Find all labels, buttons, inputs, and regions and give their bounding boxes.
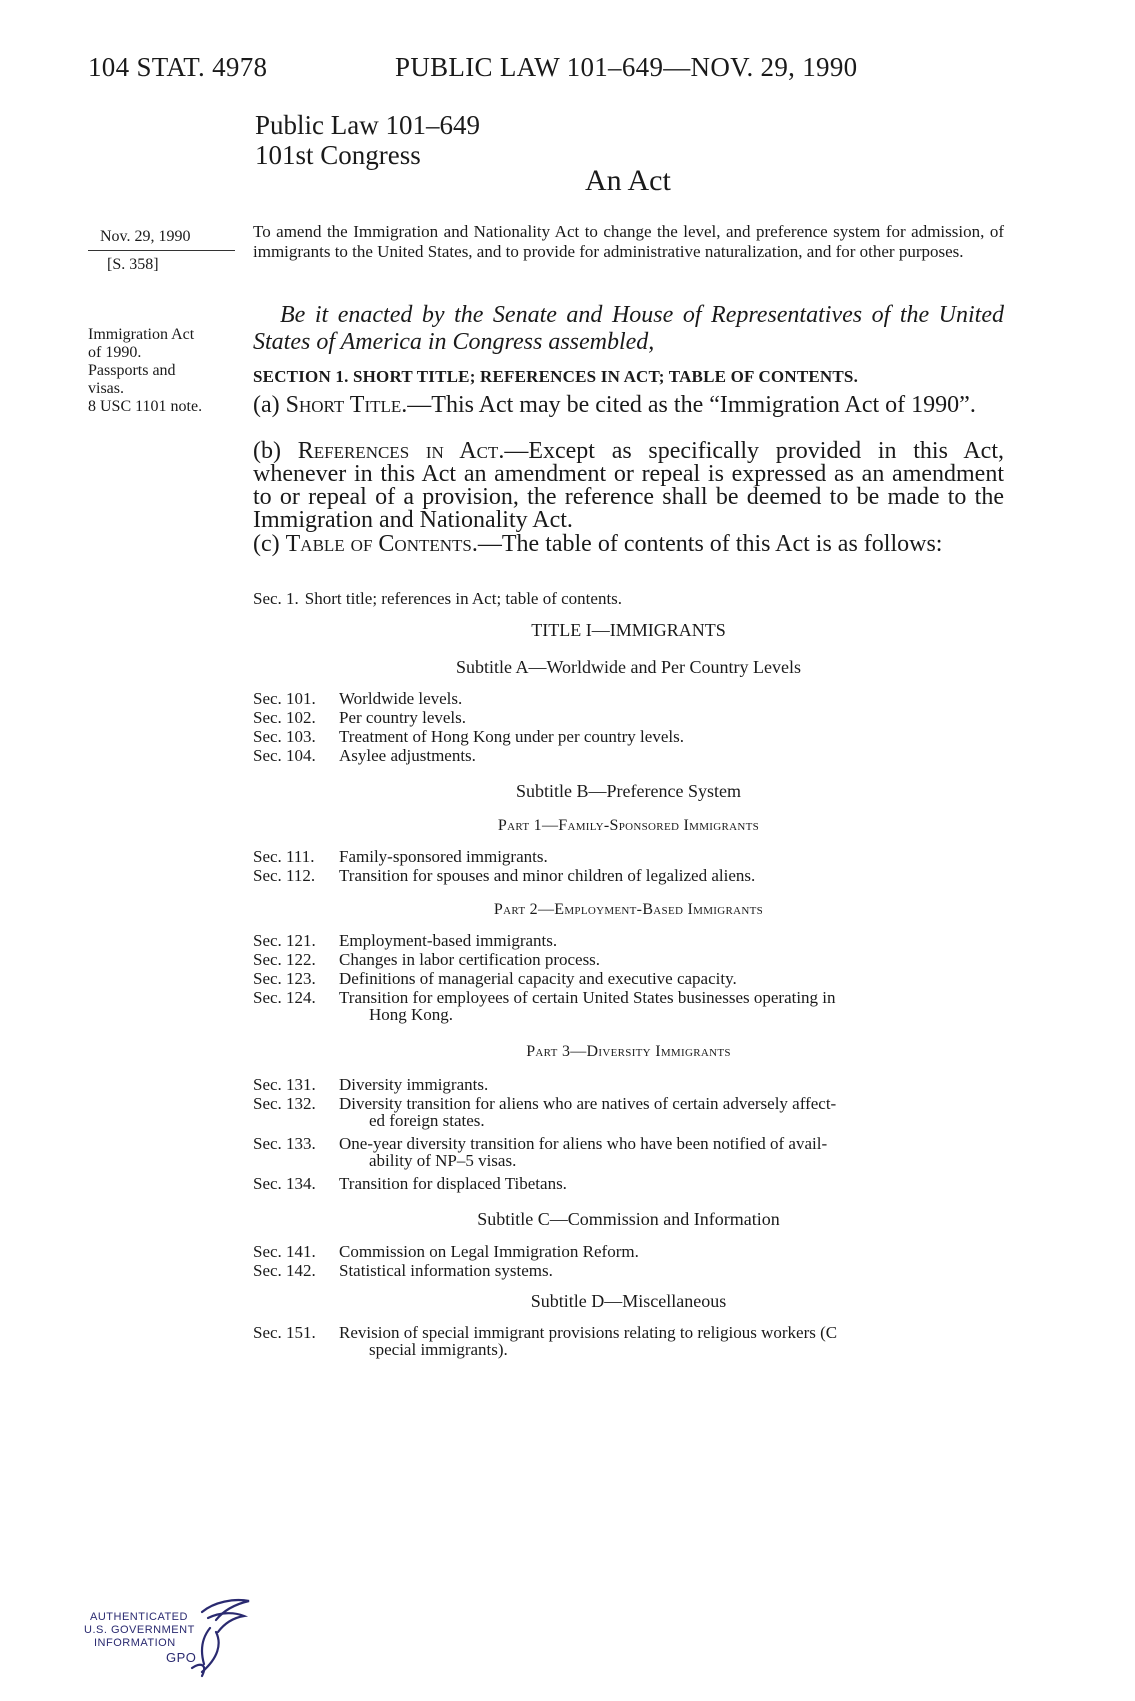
toc-section-number: Sec. 124. [253,988,316,1007]
toc-section-title: Family-sponsored immigrants. [339,847,548,866]
toc-entry [253,951,1004,968]
gpo-authentication-seal [84,1592,269,1680]
toc-entry [253,1095,1004,1129]
toc-section-title-continued: special immigrants). [369,1340,508,1359]
public-law-number: Public Law 101–649 [255,110,480,140]
toc-section-number: Sec. 151. [253,1323,316,1342]
toc-section-number: Sec. 1. [253,589,299,608]
toc-section-title: Diversity immigrants. [339,1075,489,1094]
toc-part-heading: Part 1—Family-Sponsored Immigrants [497,817,760,834]
toc-entry [253,970,1004,987]
margin-bill-number: [S. 358] [107,256,159,273]
toc-section-number: Sec. 111. [253,847,315,866]
toc-section-title: Transition for employees of certain United States businesses operating in [339,988,836,1007]
toc-section-title: Employment-based immigrants. [339,931,558,950]
paragraph-label: (c) [253,531,286,557]
enacting-clause: Be it enacted by the Senate and House of Representatives of the United States of America in Congress assembled, [253,302,1004,355]
toc-entry [253,1262,1004,1279]
toc-entry [253,932,1004,949]
toc-section-number: Sec. 112. [253,866,316,885]
margin-note: 8 USC 1101 note. [88,398,203,415]
toc-section-title-continued: ed foreign states. [369,1111,485,1130]
toc-section-number: Sec. 101. [253,689,316,708]
toc-section-title: Statistical information systems. [339,1261,553,1280]
toc-section-title: Worldwide levels. [339,689,463,708]
margin-date: Nov. 29, 1990 [100,228,191,245]
margin-rule [88,250,235,251]
toc-part-heading: Part 3—Diversity Immigrants [526,1043,731,1060]
toc-section-number: Sec. 142. [253,1261,316,1280]
paragraph-label: (b) [253,438,298,464]
toc-section-title: One-year diversity transition for aliens who have been notified of avail- [339,1134,828,1153]
paragraph-label: (a) [253,392,286,418]
toc-section-title: Transition for spouses and minor children of legalized aliens. [339,866,756,885]
paragraph-caption: Table of Contents [285,531,472,557]
toc-entry [253,1324,1004,1358]
toc-entry [253,709,1004,726]
paragraph-caption: References in Act [297,438,499,464]
margin-note: Immigration Act [88,326,195,343]
toc-subtitle-heading: Subtitle A—Worldwide and Per Country Levels [455,657,801,677]
toc-section-number: Sec. 141. [253,1242,316,1261]
act-heading: An Act [585,164,671,197]
paragraph-text: .—This Act may be cited as the “Immigration Act of 1990”. [401,392,976,418]
margin-note: visas. [88,380,124,397]
toc-section-title: Short title; references in Act; table of contents. [304,589,623,608]
toc-subtitle-heading: Subtitle D—Miscellaneous [530,1291,727,1311]
toc-section-number: Sec. 122. [253,950,316,969]
paragraph-text: .—Except as specifically provided in this Act, whenever in this Act an amendment or repeal is expressed as an amendment to or repeal of a provision, the reference shall be deemed to be made to the Immigration and Nationality Act. [253,438,1005,533]
toc-entry [253,747,1004,764]
toc-entry [253,848,1004,865]
toc-section-title: Asylee adjustments. [339,746,476,765]
toc-section-number: Sec. 134. [253,1174,316,1193]
paragraph-table-of-contents [253,533,1004,556]
toc-entry [253,1135,1004,1169]
toc-part-heading: Part 2—Employment-Based Immigrants [493,901,764,918]
toc-entry [253,590,1004,607]
toc-section-title: Commission on Legal Immigration Reform. [339,1242,639,1261]
toc-section-title: Diversity transition for aliens who are natives of certain adversely affect- [339,1094,837,1113]
toc-section-title: Changes in labor certification process. [339,950,601,969]
toc-entry [253,989,1004,1023]
toc-section-title: Per country levels. [339,708,466,727]
toc-subtitle-heading: Subtitle B—Preference System [516,781,741,801]
toc-section-number: Sec. 132. [253,1094,316,1113]
seal-line: GPO [166,1650,197,1665]
toc-entry [253,1243,1004,1260]
section-heading: SECTION 1. SHORT TITLE; REFERENCES IN ACT; TABLE OF CONTENTS. [253,367,859,386]
page-stat-reference: 104 STAT. 4978 [88,52,268,82]
seal-line: U.S. GOVERNMENT [84,1624,195,1636]
toc-entry [253,690,1004,707]
toc-section-title-continued: ability of NP–5 visas. [369,1151,517,1170]
eagle-icon [192,1600,249,1676]
toc-section-number: Sec. 123. [253,969,316,988]
toc-section-number: Sec. 121. [253,931,316,950]
margin-note: of 1990. [88,344,142,361]
margin-note: Passports and [88,362,176,379]
toc-section-number: Sec. 104. [253,746,316,765]
toc-entry [253,728,1004,745]
seal-line: AUTHENTICATED [90,1611,188,1623]
toc-entry [253,1175,1004,1192]
margin-notes [88,326,238,416]
toc-title-heading: TITLE I—IMMIGRANTS [531,620,726,640]
purpose-clause: To amend the Immigration and Nationality Act to change the level, and preference system for admission, of immigrants to the United States, and to provide for administrative naturalization, and for other purposes. [253,222,1004,261]
paragraph-short-title [253,394,1004,417]
toc-section-title: Definitions of managerial capacity and executive capacity. [339,969,737,988]
toc-entry [253,1076,1004,1093]
toc-section-title: Transition for displaced Tibetans. [339,1174,567,1193]
congress-number: 101st Congress [255,140,421,170]
toc-section-number: Sec. 133. [253,1134,316,1153]
toc-section-number: Sec. 102. [253,708,316,727]
toc-section-title: Revision of special immigrant provisions relating to religious workers (C [339,1323,838,1342]
toc-entry [253,867,1004,884]
toc-section-number: Sec. 103. [253,727,316,746]
toc-subtitle-heading: Subtitle C—Commission and Information [477,1209,780,1229]
toc-section-number: Sec. 131. [253,1075,316,1094]
seal-line: INFORMATION [94,1637,176,1649]
toc-section-title: Treatment of Hong Kong under per country levels. [339,727,684,746]
paragraph-caption: Short Title [285,392,402,418]
paragraph-text: .—The table of contents of this Act is as follows: [471,531,943,557]
running-header: PUBLIC LAW 101–649—NOV. 29, 1990 [395,52,858,82]
toc-section-title-continued: Hong Kong. [369,1005,454,1024]
paragraph-references [253,440,1004,532]
